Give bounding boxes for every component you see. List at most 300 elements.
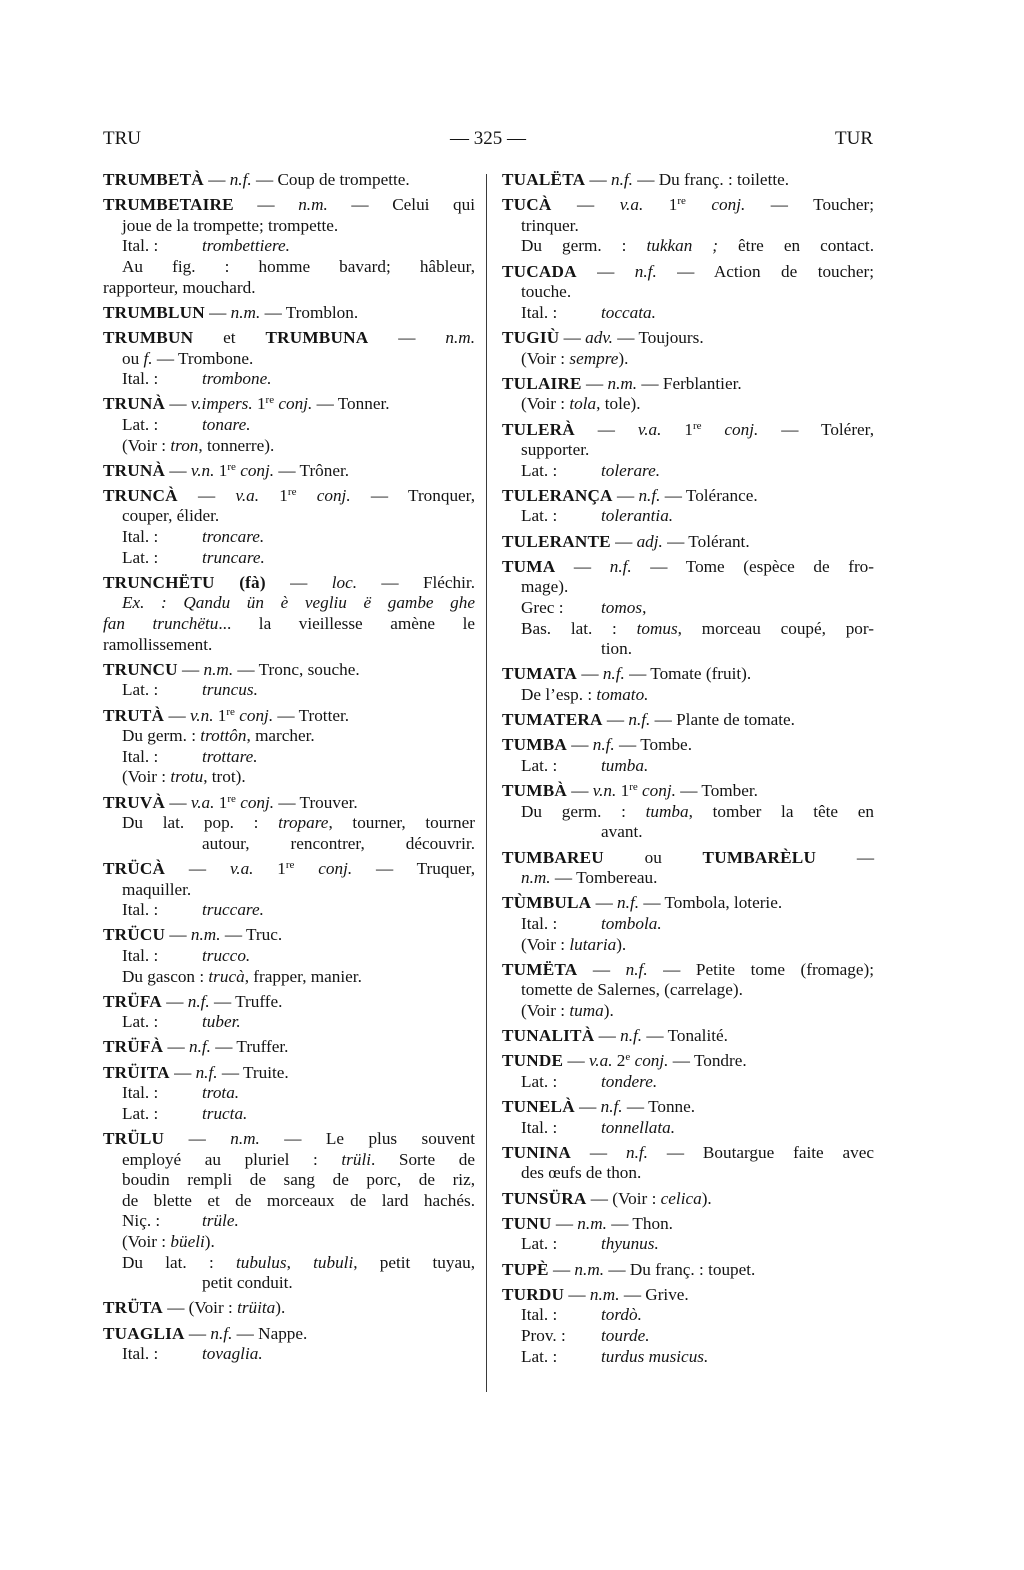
italic-text: turdus musicus. — [601, 1346, 709, 1366]
dictionary-entry — [502, 664, 874, 705]
text: Du germ. : — [521, 801, 646, 821]
italic-text: tumba — [645, 801, 689, 821]
text: supporter. — [521, 440, 590, 460]
italic-text: Ex. : Qandu ün è vegliu ë gambe ghe — [122, 593, 475, 613]
headword: TRÜCU — [103, 925, 166, 945]
dictionary-entry — [103, 925, 475, 987]
text: — — [165, 394, 191, 414]
italic-text: n.f. — [600, 1097, 623, 1117]
italic-text: conj. — [701, 419, 759, 439]
text: — Tromblon. — [260, 302, 359, 322]
entry-line — [103, 1191, 475, 1212]
dictionary-entry — [502, 1214, 874, 1255]
dictionary-entry — [103, 1063, 475, 1125]
entry-line — [103, 1211, 475, 1232]
headword: TUALËTA — [502, 170, 586, 189]
italic-text: tonnellata. — [601, 1117, 675, 1137]
entry-line — [502, 1326, 874, 1347]
headword: TRUMBLUN — [103, 302, 205, 322]
text: — — [204, 302, 231, 322]
entry-line — [103, 593, 475, 614]
italic-text: tumba. — [601, 755, 649, 775]
dictionary-entry — [502, 735, 874, 776]
text: couper, élider. — [122, 506, 220, 526]
entry-head-line — [103, 925, 475, 946]
text: — Tomate (fruit). — [624, 664, 752, 684]
etymology-label: Ital. : — [122, 1344, 159, 1364]
dictionary-entry — [502, 1097, 874, 1138]
dictionary-entry — [502, 848, 874, 889]
headword: TUNSÜRA — [502, 1188, 587, 1208]
entry-head-line — [502, 1143, 874, 1164]
entry-line — [502, 822, 874, 843]
dictionary-entry — [103, 706, 475, 788]
italic-text: n.f. — [617, 893, 640, 913]
italic-text: tombola. — [601, 913, 662, 933]
entry-head-line — [103, 859, 475, 880]
etymology-label: Lat. : — [521, 755, 558, 775]
entry-head-line — [502, 1097, 874, 1118]
entry-head-line — [502, 1051, 874, 1072]
text: Au fig. : homme bavard; hâbleur, — [122, 256, 475, 276]
text: — — [816, 847, 875, 867]
text: — — [164, 1129, 231, 1149]
italic-text: tola — [569, 394, 597, 414]
text: — — [165, 925, 191, 945]
text: ). — [275, 1298, 286, 1318]
dictionary-entry — [103, 1037, 475, 1058]
entry-head-line — [502, 735, 874, 756]
italic-text: tomos — [601, 598, 643, 618]
entry-line — [103, 216, 475, 237]
italic-text: n.f. — [628, 710, 651, 730]
headword: TUMATA — [502, 664, 578, 684]
italic-text: toccata. — [601, 302, 656, 322]
entry-line — [103, 436, 475, 457]
italic-text: tukkan ; — [646, 236, 719, 256]
entry-line — [502, 282, 874, 303]
italic-text: loc. — [331, 572, 358, 592]
text: trinquer. — [521, 215, 579, 235]
italic-text: trottôn — [200, 726, 247, 746]
dictionary-entry — [103, 195, 475, 298]
italic-text: trottare. — [202, 746, 258, 766]
text: — Le plus souvent — [259, 1129, 476, 1149]
text: — Tome (espèce de fro- — [631, 556, 874, 576]
dictionary-entry — [502, 1051, 874, 1092]
text: Du germ. : — [122, 726, 201, 746]
entry-head-line — [502, 1026, 874, 1047]
italic-text: v.n. — [189, 705, 214, 725]
headword: TUPÈ — [502, 1259, 549, 1279]
entry-line — [502, 935, 874, 956]
text: rapporteur, mouchard. — [103, 277, 256, 297]
entry-line — [103, 880, 475, 901]
guide-word-last: TUR — [835, 128, 873, 149]
entry-line — [103, 257, 475, 278]
text: ). — [618, 348, 629, 368]
text: (Voir : — [122, 435, 171, 455]
headword: TRUVÀ — [103, 792, 166, 812]
italic-text: tuma — [569, 1000, 604, 1020]
italic-text: tolerare. — [601, 460, 661, 480]
italic-text: conj. — [294, 858, 353, 878]
italic-text: tron — [170, 435, 199, 455]
headword: TUCÀ — [502, 195, 552, 215]
entry-line — [103, 1150, 475, 1171]
text: — Toucher; — [745, 195, 874, 215]
italic-text: büeli — [170, 1232, 205, 1251]
text: tion. — [601, 639, 633, 659]
italic-text: v.n. — [592, 781, 617, 801]
text: — — [368, 327, 446, 347]
text: — Coup de trompette. — [251, 170, 410, 189]
text: — Trouver. — [274, 792, 358, 812]
italic-text: truccare. — [202, 900, 264, 920]
headword: TRUNCHËTU (fà) — [103, 572, 266, 592]
text: — Tolérer, — [758, 419, 874, 439]
italic-text: v.a. — [190, 792, 215, 812]
italic-text: conj. — [637, 781, 676, 801]
italic-text: truncus. — [202, 680, 258, 700]
entry-line — [502, 1305, 874, 1326]
superscript: re — [227, 792, 236, 805]
dictionary-entry — [103, 859, 475, 921]
etymology-label: Ital. : — [122, 527, 159, 547]
etymology-label: Lat. : — [122, 547, 159, 567]
dictionary-entry — [502, 710, 874, 731]
text: — — [165, 858, 230, 878]
italic-text: adj. — [636, 531, 663, 551]
text: 1 — [643, 195, 678, 215]
entry-line — [103, 548, 475, 569]
text: — — [184, 1323, 211, 1343]
entry-line — [502, 802, 874, 823]
entry-line — [103, 900, 475, 921]
headword: TÙMBULA — [502, 893, 592, 913]
text: boudin rempli de sang de porc, de riz, — [122, 1170, 475, 1190]
italic-text: tubuli — [313, 1252, 354, 1272]
entry-head-line — [502, 960, 874, 981]
entry-line — [103, 1253, 475, 1274]
dictionary-entry — [502, 557, 874, 660]
text: — — [574, 419, 638, 439]
entry-line — [103, 614, 475, 635]
etymology-label: Ital. : — [122, 369, 159, 389]
dictionary-entry — [103, 1129, 475, 1294]
text: — — [612, 485, 639, 505]
entry-head-line — [103, 706, 475, 727]
text: — — [177, 485, 236, 505]
italic-text: tolerantia. — [601, 506, 674, 526]
dictionary-entry — [502, 532, 874, 553]
text: — Tonner. — [312, 394, 390, 414]
italic-text: tomus — [636, 618, 678, 638]
italic-text: conj. — [630, 1051, 669, 1071]
dictionary-entry — [103, 992, 475, 1033]
entry-line — [502, 598, 874, 619]
text: — — [555, 556, 610, 576]
italic-text: truncare. — [202, 547, 265, 567]
dictionary-entry — [502, 1026, 874, 1047]
superscript: re — [227, 460, 236, 473]
entry-head-line — [103, 793, 475, 814]
italic-text: troncare. — [202, 527, 265, 547]
entry-head-line — [103, 660, 475, 681]
entry-head-line — [502, 374, 874, 395]
superscript: re — [287, 485, 297, 498]
text: , tole). — [596, 394, 641, 414]
text: — — [577, 959, 626, 979]
italic-text: conj. — [296, 485, 351, 505]
italic-text: trüli — [341, 1149, 372, 1169]
superscript: re — [692, 419, 702, 432]
text: — Plante de tomate. — [650, 710, 795, 730]
entry-head-line — [103, 1298, 475, 1319]
text: (Voir : — [521, 394, 570, 414]
entry-head-line — [502, 262, 874, 283]
text: — Toujours. — [612, 327, 704, 347]
italic-text: v.impers. — [190, 394, 253, 414]
text: joue de la trompette; trompette. — [122, 215, 339, 235]
italic-text: n.m. — [607, 373, 638, 393]
text: , — [286, 1252, 314, 1272]
headword: TRUNCU — [103, 659, 178, 679]
headword: TRUNCÀ — [103, 485, 178, 505]
text: — — [169, 1062, 196, 1082]
text: — — [165, 460, 191, 480]
headword: TUMATERA — [502, 710, 603, 730]
text: (Voir : — [521, 934, 570, 954]
text: — — [574, 1097, 601, 1117]
text: — Tondre. — [668, 1051, 747, 1071]
text: — — [161, 991, 188, 1011]
dictionary-entry — [502, 262, 874, 324]
entry-head-line — [103, 195, 475, 216]
entry-line — [103, 967, 475, 988]
headword: TUMËTA — [502, 959, 578, 979]
headword: TUMBA — [502, 735, 567, 755]
text: — Celui qui — [327, 195, 475, 215]
text: — Trôner. — [274, 460, 350, 480]
entry-line — [502, 577, 874, 598]
text: mage). — [521, 577, 569, 597]
entry-head-line — [502, 420, 874, 441]
text: — — [564, 1284, 590, 1304]
headword: TRUMBETAIRE — [103, 195, 234, 215]
entry-line — [103, 278, 475, 299]
text: (Voir : — [521, 1000, 570, 1020]
text: — Tronc, souche. — [233, 659, 360, 679]
text: — — [571, 1142, 626, 1162]
text: — Truquer, — [352, 858, 475, 878]
entry-head-line — [502, 486, 874, 507]
text: 2 — [612, 1051, 626, 1071]
italic-text: n.f. — [592, 735, 615, 755]
headword: TUMBARÈLU — [702, 847, 817, 867]
italic-text: trucco. — [202, 945, 251, 965]
text: ou — [122, 348, 144, 368]
etymology-label: Ital. : — [521, 1117, 558, 1137]
entry-line — [103, 349, 475, 370]
etymology-label: Prov. : — [521, 1325, 566, 1345]
italic-text: n.f. — [187, 991, 210, 1011]
etymology-label: Lat. : — [122, 414, 159, 434]
italic-text: tovaglia. — [202, 1344, 263, 1364]
entry-head-line — [103, 1324, 475, 1345]
italic-text: trotu — [170, 767, 204, 787]
etymology-label: Grec : — [521, 598, 564, 618]
entry-head-line — [502, 1189, 874, 1210]
italic-text: n.m. — [230, 1129, 260, 1149]
entry-line — [103, 527, 475, 548]
italic-text: n.m. — [445, 327, 475, 347]
text: ). — [616, 934, 627, 954]
text: — Tombereau. — [550, 868, 658, 888]
text: — Trombone. — [152, 348, 254, 368]
italic-text: trota. — [202, 1083, 240, 1103]
entry-line — [502, 461, 874, 482]
text: — Truc. — [220, 925, 283, 945]
entry-line — [502, 303, 874, 324]
headword: TUMBAREU — [502, 847, 604, 867]
entry-line — [103, 834, 475, 855]
entry-head-line — [502, 781, 874, 802]
text: petit conduit. — [202, 1273, 293, 1293]
dictionary-entry — [103, 1324, 475, 1365]
italic-text: sempre — [569, 348, 619, 368]
entry-line — [103, 680, 475, 701]
headword: TUNU — [502, 1213, 552, 1233]
entry-line — [103, 635, 475, 656]
italic-text: v.a. — [619, 195, 644, 215]
text: — — [576, 261, 635, 281]
text: Du lat. pop. : — [122, 813, 279, 833]
headword: TRUNÀ — [103, 394, 166, 414]
italic-text: n.m. — [298, 195, 328, 215]
entry-line — [502, 394, 874, 415]
entry-line — [502, 685, 874, 706]
text: ramollissement. — [103, 634, 213, 654]
headword: TRÜFÀ — [103, 1037, 164, 1057]
text: de blette et de morceaux de lard hachés. — [122, 1190, 475, 1210]
entry-head-line — [103, 303, 475, 324]
text: , — [642, 598, 647, 618]
entry-head-line — [502, 532, 874, 553]
text: — Truite. — [217, 1062, 289, 1082]
italic-text: celica — [660, 1188, 702, 1208]
dictionary-entry — [103, 793, 475, 855]
entry-line — [502, 216, 874, 237]
text: — — [585, 170, 611, 189]
text: — — [265, 572, 332, 592]
entry-head-line — [502, 710, 874, 731]
text: tomette de Salernes, (carrelage). — [521, 980, 743, 1000]
italic-text: tordò. — [601, 1305, 642, 1325]
italic-text: n.f. — [188, 1037, 211, 1057]
headword: TUNINA — [502, 1142, 572, 1162]
entry-line — [103, 1012, 475, 1033]
entry-line — [502, 1001, 874, 1022]
italic-text: tonare. — [202, 414, 251, 434]
text: — Ferblantier. — [637, 373, 742, 393]
entry-line — [502, 639, 874, 660]
entry-head-line — [502, 1285, 874, 1306]
text: — — [165, 792, 191, 812]
entry-line — [502, 1072, 874, 1093]
etymology-label: Lat. : — [122, 680, 159, 700]
entry-line — [103, 747, 475, 768]
italic-text: v.a. — [637, 419, 662, 439]
text: Bas. lat. : — [521, 618, 637, 638]
entry-line — [103, 946, 475, 967]
italic-text: n.f. — [625, 959, 648, 979]
etymology-label: Lat. : — [521, 460, 558, 480]
text: 1 — [661, 419, 693, 439]
text: Du gascon : — [122, 966, 209, 986]
text: — Grive. — [619, 1284, 689, 1304]
italic-text: tondere. — [601, 1071, 658, 1091]
text: — — [581, 373, 608, 393]
entry-line — [502, 1118, 874, 1139]
text: — — [203, 170, 230, 189]
entry-head-line — [502, 195, 874, 216]
text: — — [548, 1259, 575, 1279]
dictionary-entry — [502, 893, 874, 955]
text: — Tronquer, — [350, 485, 476, 505]
italic-text: n.f. — [620, 1026, 643, 1046]
text: — — [164, 705, 190, 725]
dictionary-entry — [103, 394, 475, 456]
text: , marcher. — [246, 726, 315, 746]
text: et — [193, 327, 266, 347]
text: — — [566, 735, 593, 755]
headword: TURDU — [502, 1284, 565, 1304]
entry-head-line — [502, 893, 874, 914]
entry-head-line — [502, 328, 874, 349]
text: — Tonalité. — [642, 1026, 728, 1046]
headword: TULAIRE — [502, 373, 582, 393]
italic-text: conj. — [235, 792, 275, 812]
text: — Tomber. — [675, 781, 758, 801]
headword: TRÜTA — [103, 1298, 163, 1318]
etymology-label: Lat. : — [122, 1103, 159, 1123]
entry-line — [103, 415, 475, 436]
entry-line — [103, 1083, 475, 1104]
entry-head-line — [502, 557, 874, 578]
entry-line — [502, 619, 874, 640]
dictionary-entry — [502, 374, 874, 415]
text: 1 — [259, 485, 288, 505]
entry-line — [502, 1347, 874, 1368]
entry-head-line — [502, 1214, 874, 1235]
text: Du lat. : — [122, 1252, 236, 1272]
entry-head-line — [103, 170, 475, 191]
text: . Sorte de — [371, 1149, 475, 1169]
headword: TUMBÀ — [502, 781, 567, 801]
text: — — [177, 659, 204, 679]
text: , frapper, manier. — [244, 966, 362, 986]
etymology-label: Lat. : — [521, 1346, 558, 1366]
entry-head-line — [103, 1037, 475, 1058]
text: , morceau coupé, por- — [677, 618, 874, 638]
text: , tourner, tourner — [328, 813, 476, 833]
dictionary-entry — [103, 303, 475, 324]
text: ... la vieillesse amène le — [218, 614, 475, 634]
italic-text: fan trunchëtu — [103, 614, 219, 634]
italic-text: n.f. — [625, 1142, 648, 1162]
headword: TRUMBETÀ — [103, 170, 204, 189]
